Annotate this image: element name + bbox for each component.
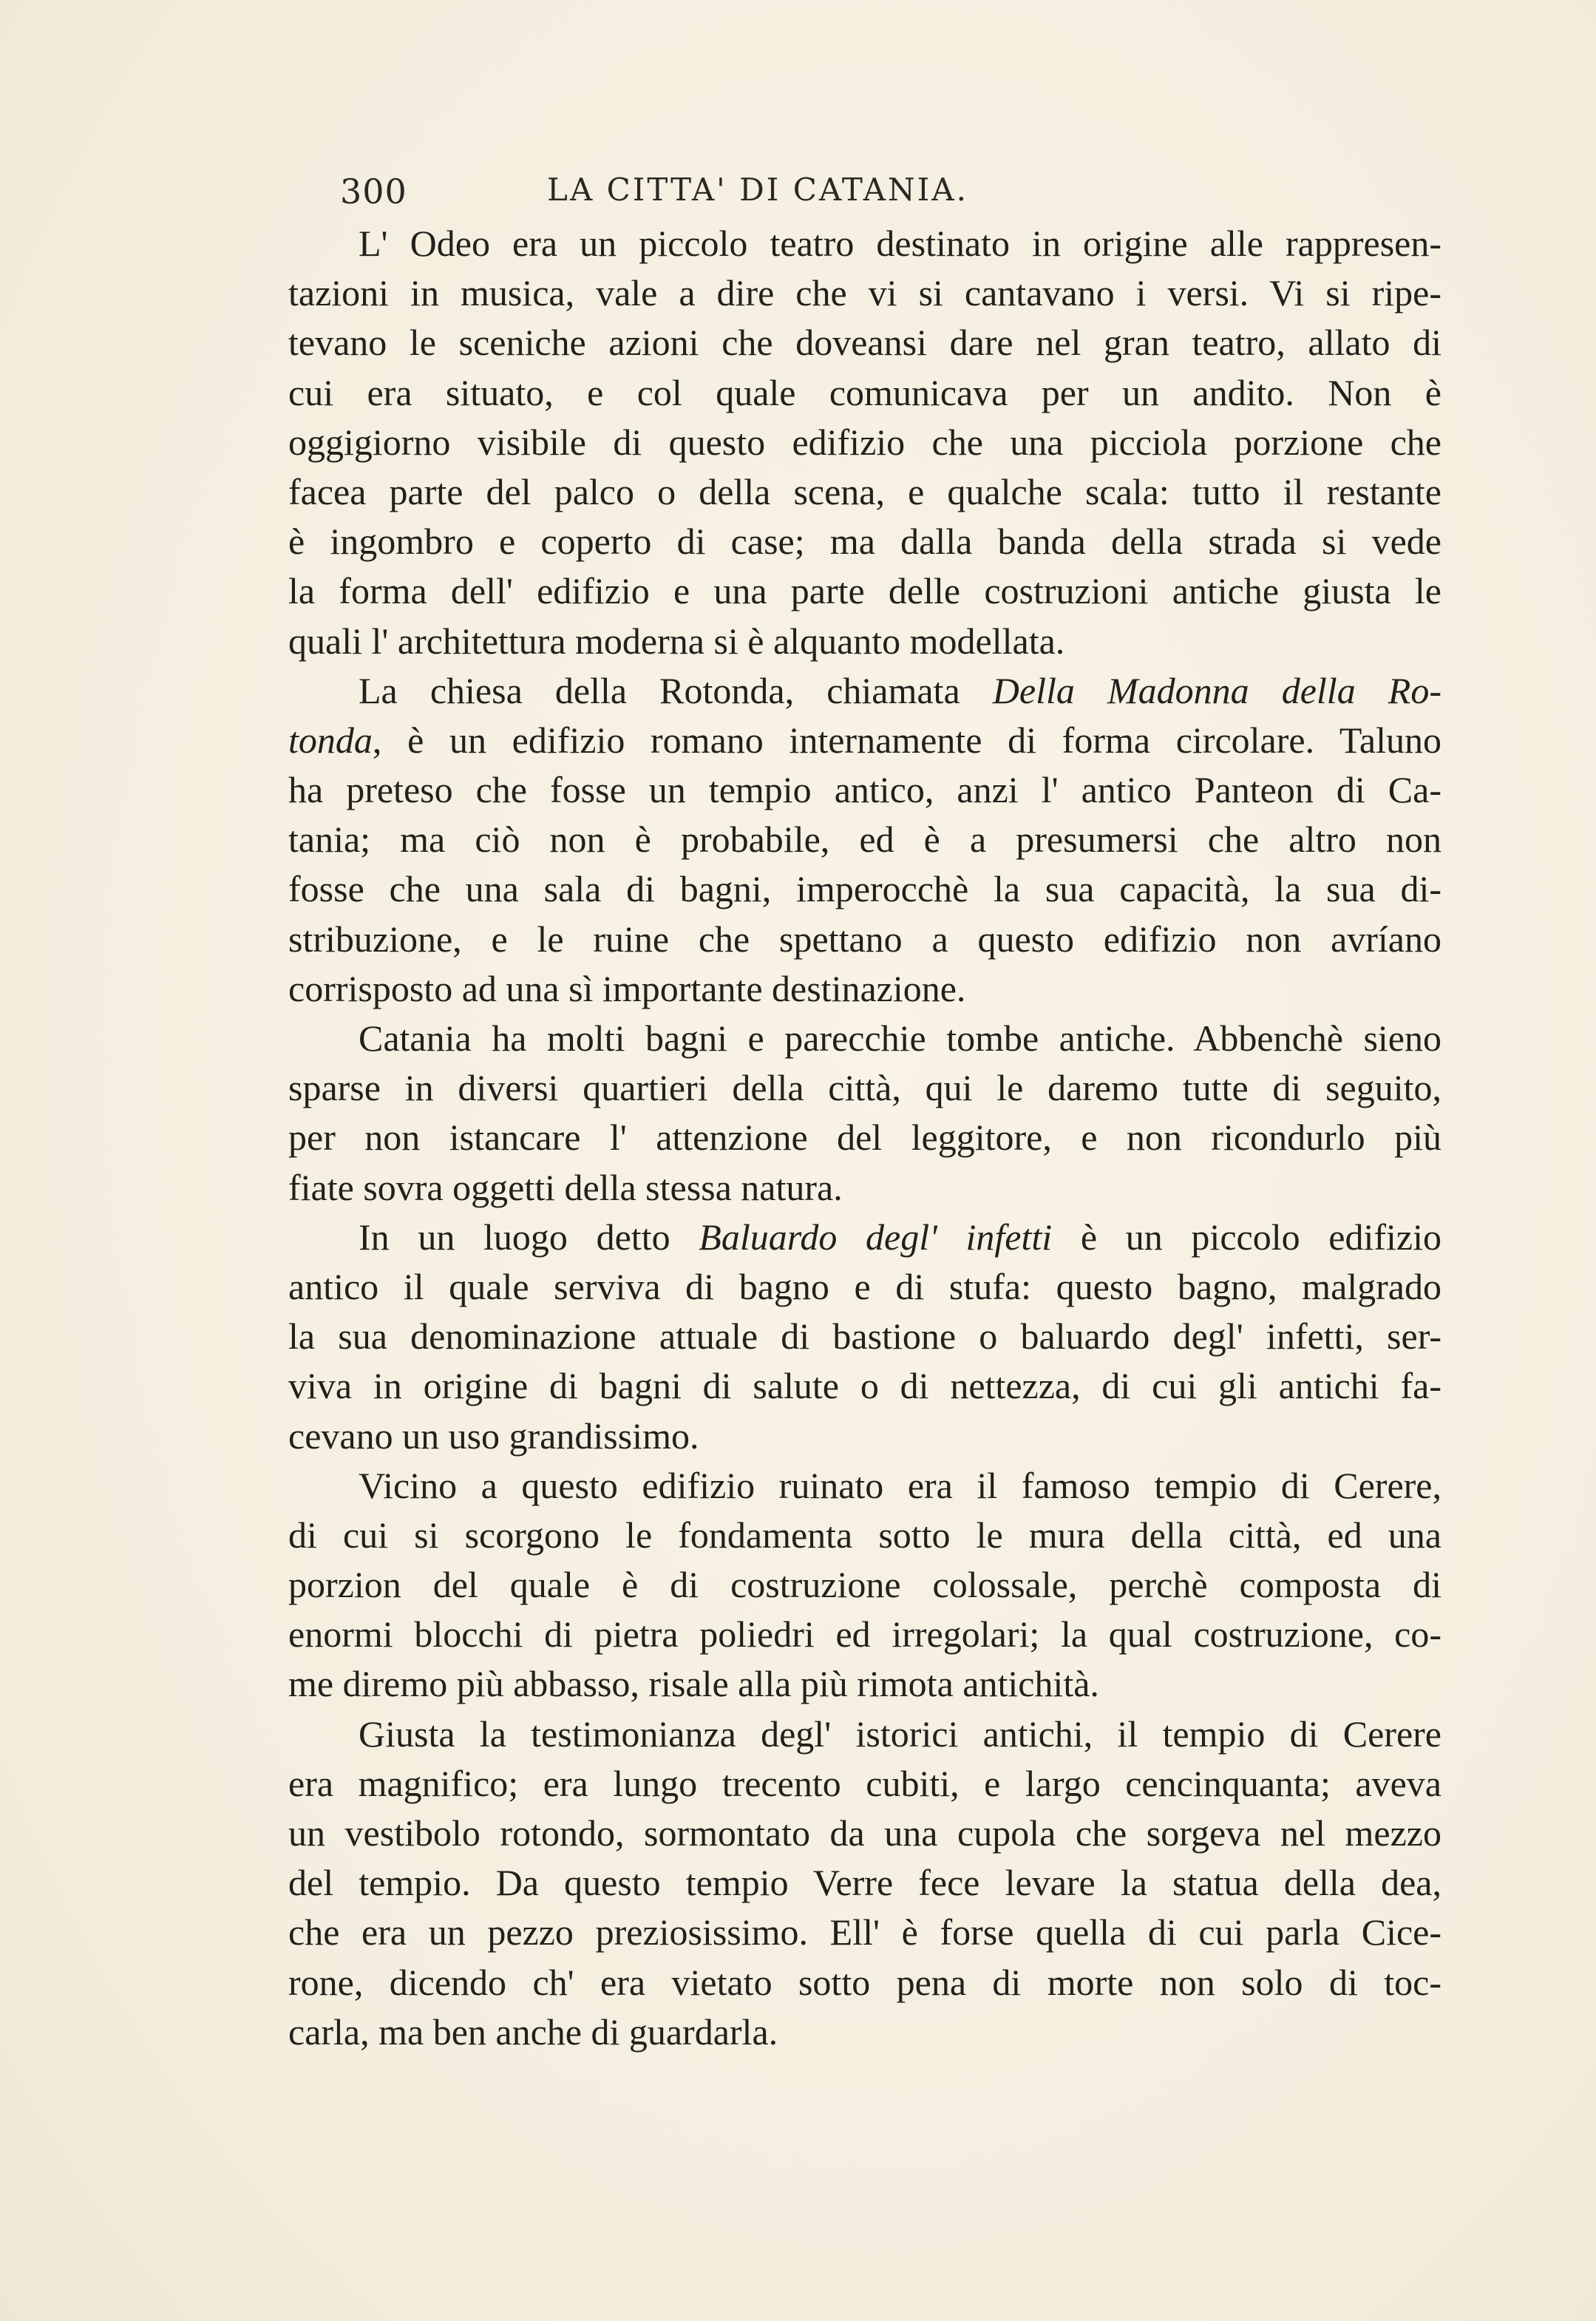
text-line xyxy=(288,2007,1442,2057)
line-text: In un luogo detto xyxy=(359,1216,699,1258)
text-line xyxy=(288,1163,1442,1213)
text-line xyxy=(288,1759,1442,1809)
running-title: LA CITTA' DI CATANIA. xyxy=(547,172,968,208)
italic-phrase: Della Madonna della Ro- xyxy=(992,669,1442,711)
text-line xyxy=(288,368,1442,418)
line-text: antico il quale serviva di bagno e di stufa: questo bagno, malgrado xyxy=(288,1265,1442,1307)
text-line xyxy=(288,1958,1442,2007)
line-text: tania; ma ciò non è probabile, ed è a presumersi che altro non xyxy=(288,819,1442,861)
text-line xyxy=(288,1063,1442,1113)
text-line xyxy=(288,1361,1442,1411)
line-text: stribuzione, e le ruine che spettano a questo edifizio non avríano xyxy=(288,918,1442,960)
line-text: corrisposto ad una sì importante destinazione. xyxy=(288,967,966,1009)
text-line xyxy=(288,268,1442,318)
line-text: che era un pezzo preziosissimo. Ell' è forse quella di cui parla Cice- xyxy=(288,1911,1442,1954)
line-text: carla, ma ben anche di guardarla. xyxy=(288,2010,778,2053)
line-text: ha preteso che fosse un tempio antico, anzi l' antico Panteon di Ca- xyxy=(288,769,1442,811)
text-line xyxy=(288,1659,1442,1709)
body-text xyxy=(288,219,1442,2057)
line-text: di cui si scorgono le fondamenta sotto le mura della città, ed una xyxy=(288,1514,1442,1556)
text-line xyxy=(288,318,1442,367)
line-text: L' Odeo era un piccolo teatro destinato in origine alle rappresen- xyxy=(359,223,1442,264)
line-text: sparse in diversi quartieri della città, qui le daremo tutte di seguito, xyxy=(288,1067,1442,1109)
text-line xyxy=(288,467,1442,517)
text-line xyxy=(288,566,1442,616)
text-line xyxy=(288,1809,1442,1858)
text-line xyxy=(288,1610,1442,1659)
text-line xyxy=(288,219,1442,268)
line-text: la sua denominazione attuale di bastione o baluardo degl' infetti, ser- xyxy=(288,1315,1442,1358)
text-line xyxy=(288,1262,1442,1312)
line-text: Vicino a questo edifizio ruinato era il famoso tempio di Cerere, xyxy=(359,1464,1442,1506)
line-text: un vestibolo rotondo, sormontato da una cupola che sorgeva nel mezzo xyxy=(288,1812,1442,1854)
line-text: tevano le sceniche azioni che doveansi dare nel gran teatro, allato di xyxy=(288,322,1442,364)
text-line xyxy=(288,1213,1442,1262)
line-text: Catania ha molti bagni e parecchie tombe antiche. Abbenchè sieno xyxy=(359,1017,1442,1059)
page-number: 300 xyxy=(340,172,407,211)
text-line xyxy=(288,915,1442,964)
text-line xyxy=(288,1858,1442,1908)
line-text: , è un edifizio romano internamente di forma circolare. Taluno xyxy=(372,719,1442,761)
line-text: oggigiorno visibile di questo edifizio che una picciola porzione che xyxy=(288,421,1442,463)
line-text: per non istancare l' attenzione del leggitore, e non ricondurlo più xyxy=(288,1117,1442,1159)
text-line xyxy=(288,1461,1442,1511)
line-text: la forma dell' edifizio e una parte delle costruzioni antiche giusta le xyxy=(288,570,1442,612)
line-text: enormi blocchi di pietra poliedri ed irregolari; la qual costruzione, co- xyxy=(288,1613,1442,1656)
line-text: quali l' architettura moderna si è alquanto modellata. xyxy=(288,620,1065,662)
text-line xyxy=(288,1560,1442,1610)
italic-phrase: tonda xyxy=(288,719,373,761)
running-head xyxy=(340,172,1131,223)
line-text: me diremo più abbasso, risale alla più rimota antichità. xyxy=(288,1663,1099,1705)
text-line xyxy=(288,617,1442,666)
text-line xyxy=(288,1511,1442,1560)
line-text: tazioni in musica, vale a dire che vi si cantavano i versi. Vi si ripe- xyxy=(288,272,1442,314)
line-text: è ingombro e coperto di case; ma dalla banda della strada si vede xyxy=(288,521,1442,563)
line-text: rone, dicendo ch' era vietato sotto pena di morte non solo di toc- xyxy=(288,1961,1442,2003)
line-text: viva in origine di bagni di salute o di nettezza, di cui gli antichi fa- xyxy=(288,1365,1442,1407)
text-line xyxy=(288,1412,1442,1461)
text-line xyxy=(288,964,1442,1014)
line-text: La chiesa della Rotonda, chiamata xyxy=(359,669,993,711)
text-line xyxy=(288,1014,1442,1063)
line-text: è un piccolo edifizio xyxy=(1052,1216,1442,1258)
line-text: era magnifico; era lungo trecento cubiti, e largo cencinquanta; aveva xyxy=(288,1762,1442,1804)
line-text: porzion del quale è di costruzione colossale, perchè composta di xyxy=(288,1564,1442,1606)
line-text: Giusta la testimonianza degl' istorici antichi, il tempio di Cerere xyxy=(359,1712,1442,1755)
italic-phrase: Baluardo degl' infetti xyxy=(699,1216,1053,1258)
line-text: cui era situato, e col quale comunicava per un andito. Non è xyxy=(288,371,1442,413)
text-line xyxy=(288,666,1442,716)
text-line xyxy=(288,418,1442,467)
text-line xyxy=(288,765,1442,815)
text-line xyxy=(288,864,1442,914)
line-text: del tempio. Da questo tempio Verre fece levare la statua della dea, xyxy=(288,1862,1442,1904)
text-line xyxy=(288,716,1442,765)
line-text: facea parte del palco o della scena, e qualche scala: tutto il restante xyxy=(288,470,1442,512)
text-line xyxy=(288,1710,1442,1759)
line-text: fosse che una sala di bagni, imperocchè la sua capacità, la sua di- xyxy=(288,868,1442,910)
text-line xyxy=(288,1113,1442,1162)
text-line xyxy=(288,1312,1442,1361)
text-line xyxy=(288,815,1442,864)
line-text: cevano un uso grandissimo. xyxy=(288,1414,699,1457)
text-line xyxy=(288,517,1442,566)
line-text: fiate sovra oggetti della stessa natura. xyxy=(288,1166,843,1208)
text-line xyxy=(288,1908,1442,1957)
